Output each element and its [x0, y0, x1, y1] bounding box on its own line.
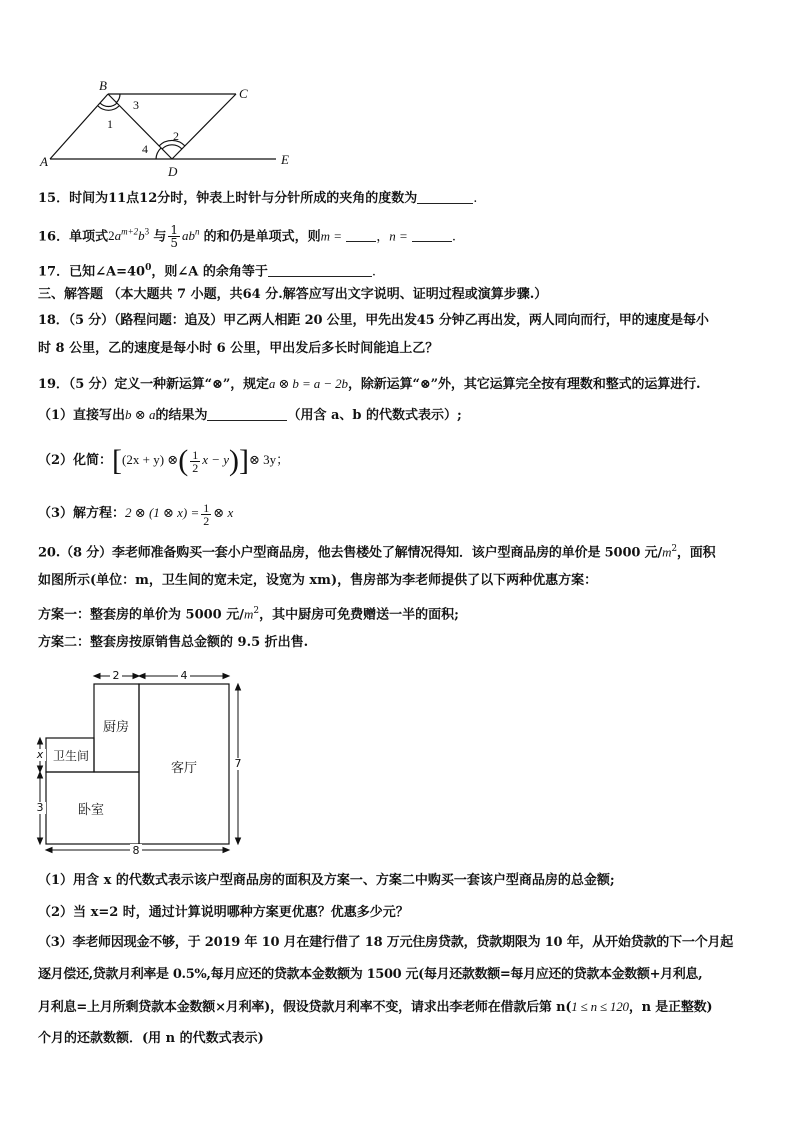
q20-n-range: 1 ≤ n ≤ 120 — [571, 999, 629, 1014]
q19-p3-equation: 2 ⊗ (1 ⊗ x) = $\frac{1}{2}$ ⊗ x — [125, 500, 234, 528]
q19-p1-blank — [207, 406, 287, 421]
question-20-plan-1: 方案一：整套房的单价为 5000 元$/m^2$，其中厨房可免费赠送一半的面积; — [38, 606, 459, 623]
q16-prefix: 16．单项式 — [38, 229, 109, 245]
q16-with: 与 — [153, 229, 167, 245]
q16-end: . — [451, 229, 457, 245]
question-16 — [38, 218, 456, 251]
q15-end: . — [473, 191, 478, 206]
dimension-label-right-7: 7 — [234, 757, 242, 770]
dimension-label-top-2: 2 — [112, 669, 120, 682]
angle-label-4: 4 — [142, 142, 148, 156]
dimension-label-top-4: 4 — [180, 669, 188, 682]
question-20-plan-2: 方案二：整套房按原销售总金额的 9.5 折出售. — [38, 635, 309, 650]
q17-text2: ，则∠A 的余角等于 — [151, 264, 268, 280]
question-20-line-1: 20.（8 分）李老师准备购买一套小户型商品房，他去售楼处了解情况得知．该户型商品房的单价是 5000 元$/m^2$，面积 — [38, 544, 716, 561]
q16-n-eq: n = — [389, 228, 408, 244]
question-18-line-2: 时 8 公里，乙的速度是每小时 6 公里，甲出发后多长时间能追上乙？ — [38, 341, 439, 356]
question-20-sub-3-line-1: （3）李老师因现金不够，于 2019 年 10 月在建行借了 18 万元住房贷款，贷款期限为 10 年，从开始贷款的下一个月起 — [38, 935, 734, 950]
question-15 — [38, 189, 477, 208]
room-label-bathroom: 卫生间 — [52, 749, 90, 763]
question-20-sub-1: （1）用含 x 的代数式表示该户型商品房的面积及方案一、方案二中购买一套该户型商品房的总金额; — [38, 873, 615, 888]
question-19-part-2: （2）化简：[(2x + y) ⊗( $\frac{1}{2}$ x − y)]⊗ 3y； — [38, 444, 290, 478]
question-20-sub-3-line-4: 个月的还款数额．(用 n 的代数式表示) — [38, 1031, 264, 1046]
q16-mid: 的和仍是单项式，则 — [203, 229, 321, 245]
room-label-living: 客厅 — [170, 761, 198, 776]
q16-fraction: $\frac{1}{5}$ — [170, 223, 178, 251]
dimension-label-left-x: x — [36, 748, 44, 761]
q17-answer-blank — [268, 262, 372, 277]
angle-arc-4 — [156, 148, 161, 159]
question-20-sub-2: （2）当 x=2 时，通过计算说明哪种方案更优惠？优惠多少元？ — [38, 905, 409, 920]
q16-monomial-1: $2a^{m+2}b^3$ — [108, 227, 150, 244]
question-19-part-1: （1）直接写出b ⊗ a的结果为 （用含 a、b 的代数式表示）; — [38, 407, 462, 423]
point-label-a: A — [40, 154, 48, 169]
q16-comma: ， — [376, 229, 390, 245]
q17-end: . — [371, 264, 376, 280]
angle-label-2: 2 — [173, 129, 179, 143]
angle-label-1: 1 — [107, 117, 113, 131]
q15-answer-blank — [417, 189, 473, 204]
angle-arc-1 — [100, 103, 117, 107]
question-20-sub-3-line-2: 逐月偿还,贷款月利率是 0.5%,每月应还的贷款本金数额为 1500 元(每月还款数额=每月应还的贷款本金数额+月利息, — [38, 967, 703, 982]
q16-m-blank — [346, 227, 376, 242]
question-20-line-2: 如图所示(单位：m，卫生间的宽未定，设宽为 xm)，售房部为李老师提供了以下两种优惠方案： — [38, 573, 598, 588]
q17-text: 17．已知∠A=40 — [38, 264, 146, 280]
room-label-bedroom: 卧室 — [77, 803, 105, 818]
room-label-kitchen: 厨房 — [102, 720, 130, 735]
question-20-sub-3-line-3: 月利息=上月所剩贷款本金数额×月利率)，假设贷款月利率不变，请求出李老师在借款后第 n(1 ≤ n ≤ 120，n 是正整数) — [38, 999, 713, 1015]
segment-ab — [50, 94, 108, 159]
point-label-d: D — [168, 164, 178, 179]
q16-monomial-2: $ab^n$ — [181, 227, 200, 244]
dimension-label-bottom-8: 8 — [132, 844, 140, 857]
q16-m-eq: m = — [320, 228, 343, 244]
question-18-line-1: 18．（5 分）（路程问题：追及）甲乙两人相距 20 公里，甲先出发45 分钟乙再出发，两人同向而行，甲的速度是每小 — [38, 313, 709, 328]
angle-arc-3 — [116, 94, 120, 103]
q15-text: 15．时间为11点12分时，钟表上时针与分针所成的夹角的度数为 — [38, 191, 418, 206]
point-label-e: E — [281, 152, 289, 167]
question-17 — [38, 259, 376, 281]
dimension-label-left-3: 3 — [36, 801, 44, 814]
point-label-c: C — [239, 86, 248, 101]
question-19-part-3: （3）解方程：2 ⊗ (1 ⊗ x) = $\frac{1}{2}$ ⊗ x — [38, 500, 234, 528]
question-19-intro: 19．（5 分）定义一种新运算“⊗”，规定a ⊗ b = a − 2b，除新运算“⊗”外，其它运算完全按有理数和整式的运算进行. — [38, 376, 701, 392]
q16-n-blank — [412, 227, 452, 242]
angle-label-3: 3 — [133, 98, 139, 112]
floor-plan-figure — [34, 664, 256, 858]
q19-definition: a ⊗ b = a − 2b — [268, 376, 348, 391]
angle-arc-2 — [162, 145, 182, 149]
section-3-title: 三、解答题 （本大题共 7 小题，共64 分.解答应写出文字说明、证明过程或演算步骤.） — [38, 287, 548, 302]
point-label-b: B — [99, 78, 107, 93]
q19-p1-expression: b ⊗ a — [125, 407, 156, 422]
geometry-figure — [36, 76, 306, 182]
q17-degree: 0 — [145, 263, 152, 273]
q19-p2-expression: [(2x + y) ⊗( $\frac{1}{2}$ x − y)]⊗ 3y — [112, 444, 277, 478]
